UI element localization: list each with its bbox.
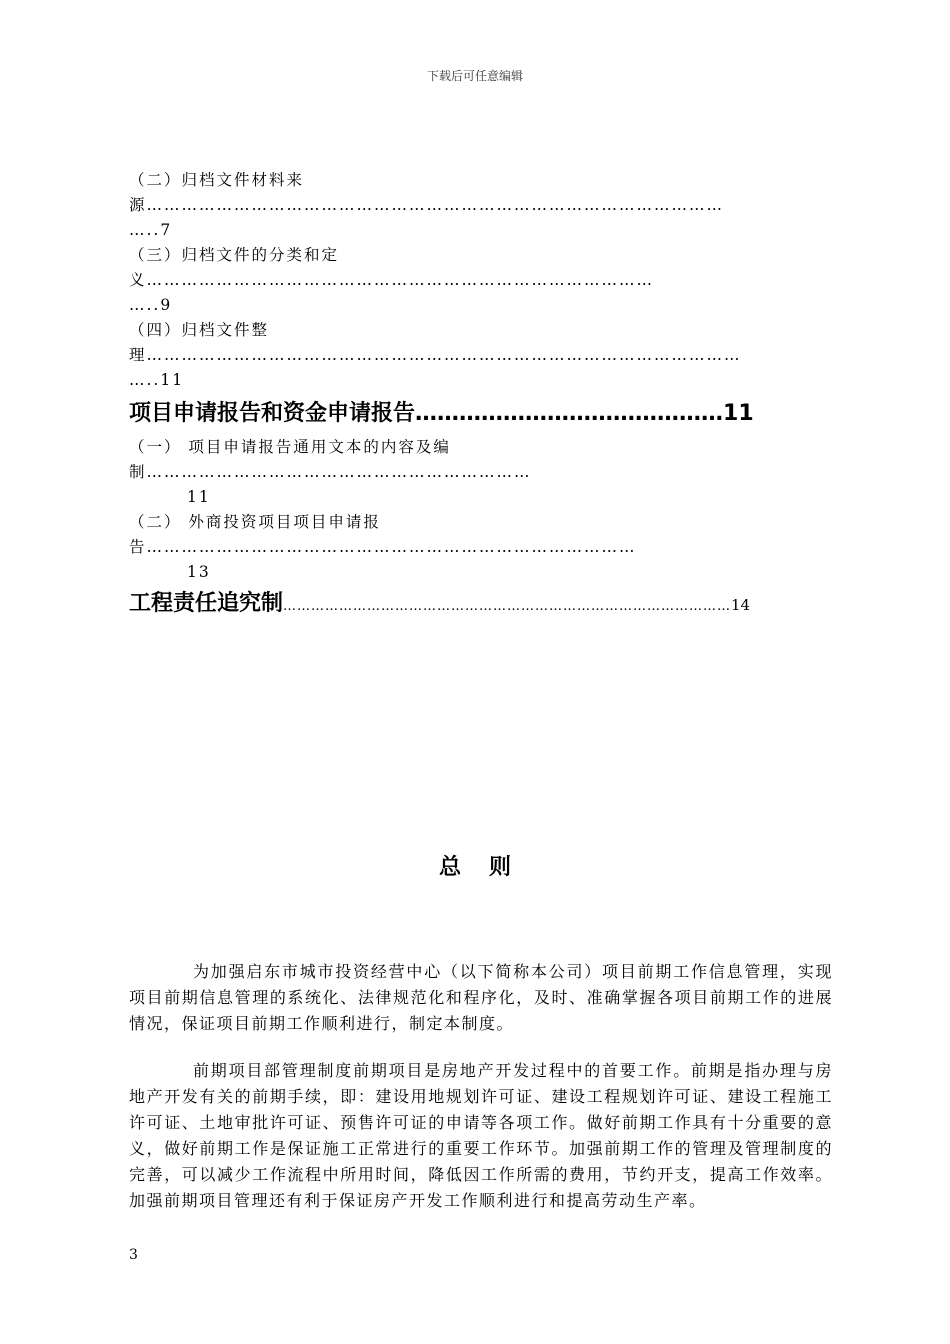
- page-number: 3: [129, 1247, 138, 1263]
- toc-chapter-label: 工程责任追究制: [129, 591, 284, 616]
- toc-leader-dots: …………………………………………………………………………………………: [146, 346, 742, 364]
- toc-entry[interactable]: [129, 243, 821, 318]
- toc-entry[interactable]: [129, 168, 821, 243]
- toc-chapter-page: 11: [723, 401, 754, 426]
- page-header-note: 下载后可任意编辑: [426, 69, 523, 83]
- toc-chapter-entry[interactable]: [129, 399, 821, 429]
- toc-leader-dots: ………………………………………………………………………………………: [146, 196, 725, 214]
- toc-chapter-label: 项目申请报告和资金申请报告: [129, 401, 416, 426]
- toc-entry-label: （一） 项目申请报告通用文本的内容及编制: [129, 438, 451, 481]
- toc-entry-label: （二） 外商投资项目项目申请报告: [129, 513, 381, 556]
- table-of-contents: [129, 168, 821, 622]
- toc-leader-dots: …………………………………………………………: [146, 463, 532, 481]
- toc-entry-page: …..11: [129, 371, 185, 389]
- toc-entry[interactable]: [129, 318, 821, 393]
- toc-entry-label: （二）归档文件材料来源: [129, 171, 305, 214]
- toc-entry-page: 13: [187, 563, 211, 581]
- toc-entry-page: 11: [187, 488, 211, 506]
- toc-entry-label: （四）归档文件整理: [129, 321, 270, 364]
- toc-chapter-page: 14: [731, 596, 751, 614]
- toc-entry-label: （三）归档文件的分类和定义: [129, 246, 340, 289]
- toc-entry[interactable]: [129, 435, 821, 510]
- body-paragraph: 为加强启东市城市投资经营中心（以下简称本公司）项目前期工作信息管理，实现项目前期信息管理的系统化、法律规范化和程序化，及时、准确掌握各项目前期工作的进展情况，保证项目前期工作顺利进行，制定本制度。: [129, 962, 833, 1033]
- toc-leader-dots: ……………………………………: [415, 401, 724, 426]
- body-paragraph: 前期项目部管理制度前期项目是房地产开发过程中的首要工作。前期是指办理与房地产开发有关的前期手续，即：建设用地规划许可证、建设工程规划许可证、建设工程施工许可证、土地审批许可证、预售许可证的申请等各项工作。做好前期工作具有十分重要的意义，做好前期工作是保证施工正常进行的重要工作环节。加强前期工作的管理及管理制度的完善，可以减少工作流程中所用时间，降低因工作所需的费用，节约开支，提高工作效率。加强前期项目管理还有利于保证房产开发工作顺利进行和提高劳动生产率。: [129, 1061, 833, 1210]
- section-title: 总则: [438, 855, 539, 880]
- toc-entry-page: …..7: [129, 221, 173, 239]
- toc-chapter-entry[interactable]: [129, 589, 821, 622]
- toc-entry-page: …..9: [129, 296, 173, 314]
- toc-leader-dots: …………………………………………………………………………: [146, 538, 637, 556]
- toc-leader-dots: ……………………………………………………………………………………: [283, 599, 732, 614]
- toc-entry[interactable]: [129, 510, 821, 585]
- toc-leader-dots: ……………………………………………………………………………: [146, 271, 655, 289]
